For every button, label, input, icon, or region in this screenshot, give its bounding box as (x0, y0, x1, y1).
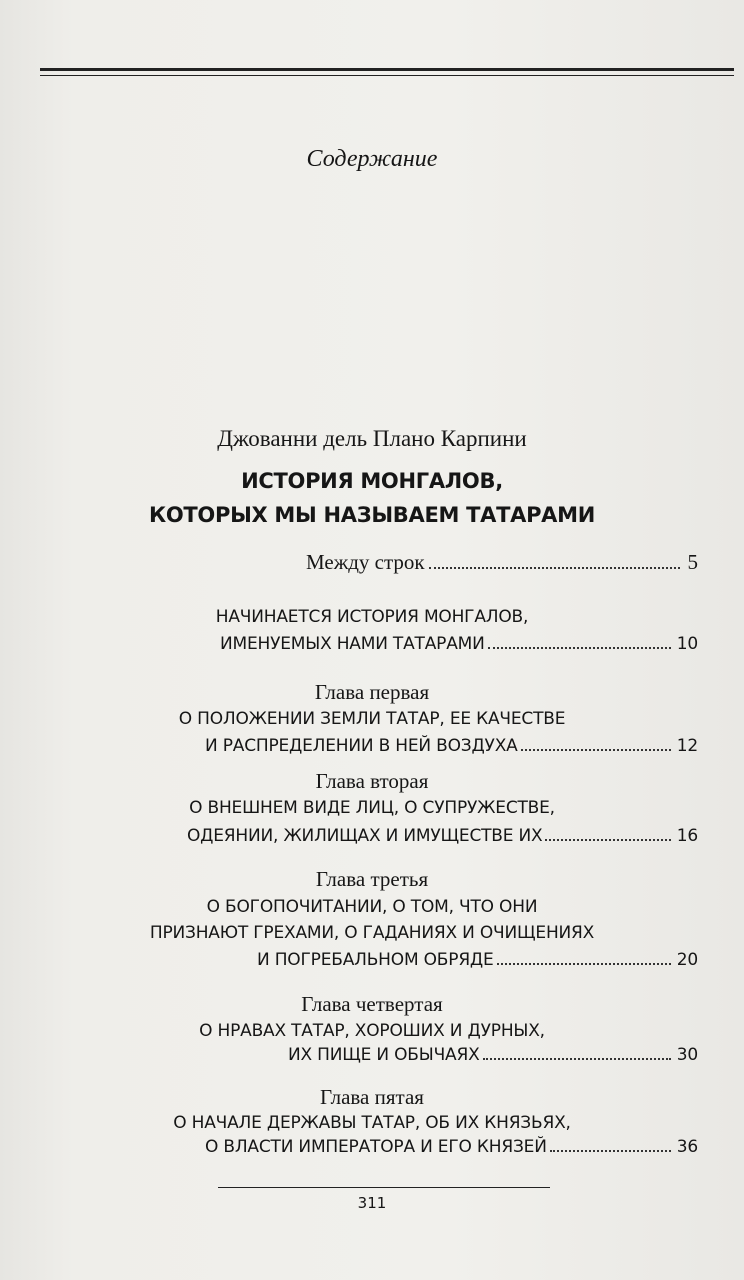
chapter-label: Глава третья (315, 867, 429, 891)
toc-entry-title: И ПОГРЕБАЛЬНОМ ОБРЯДЕ (257, 950, 494, 970)
chapter-label: Глава пятая (320, 1085, 424, 1109)
dot-leader (488, 647, 671, 649)
toc-page-number: 10 (676, 634, 698, 654)
toc-entry-chapter-3 (257, 950, 698, 970)
toc-entry-title: И РАСПРЕДЕЛЕНИИ В НЕЙ ВОЗДУХА (205, 736, 518, 756)
author-name: Джованни дель Плано Карпини (217, 426, 527, 451)
dot-leader (550, 1150, 671, 1152)
toc-entry-chapter-5 (205, 1137, 698, 1157)
toc-entry-line: О ВНЕШНЕМ ВИДЕ ЛИЦ, О СУПРУЖЕСТВЕ, (189, 798, 555, 818)
dot-leader (429, 567, 680, 569)
toc-entry-chapter-4 (288, 1045, 698, 1065)
chapter-label: Глава четвертая (301, 992, 443, 1016)
chapter-label: Глава вторая (315, 769, 429, 793)
toc-page-number: 20 (676, 950, 698, 970)
toc-entry-preface (306, 550, 698, 575)
toc-page-number: 12 (676, 736, 698, 756)
section-title: Содержание (306, 146, 438, 172)
toc-page-number: 5 (687, 550, 698, 574)
book-title-line: КОТОРЫХ МЫ НАЗЫВАЕМ ТАТАРАМИ (148, 503, 595, 527)
book-title-line: ИСТОРИЯ МОНГАЛОВ, (241, 469, 503, 493)
book-title (0, 464, 744, 532)
toc-entry-title: О ВЛАСТИ ИМПЕРАТОРА И ЕГО КНЯЗЕЙ (205, 1137, 547, 1157)
toc-entry-line: О ПОЛОЖЕНИИ ЗЕМЛИ ТАТАР, ЕЕ КАЧЕСТВЕ (178, 709, 566, 729)
toc-entry-title: ОДЕЯНИИ, ЖИЛИЩАХ И ИМУЩЕСТВЕ ИХ (187, 826, 543, 846)
toc-entry-title: ИХ ПИЩЕ И ОБЫЧАЯХ (288, 1045, 480, 1065)
footer-rule (218, 1187, 550, 1188)
dot-leader (483, 1058, 671, 1060)
page-number: 311 (357, 1194, 387, 1212)
toc-entry-line: ПРИЗНАЮТ ГРЕХАМИ, О ГАДАНИЯХ И ОЧИЩЕНИЯХ (149, 923, 595, 943)
toc-entry-line: НАЧИНАЕТСЯ ИСТОРИЯ МОНГАЛОВ, (215, 607, 529, 627)
toc-entry-chapter-2 (187, 826, 698, 846)
toc-page-number: 36 (676, 1137, 698, 1157)
header-rule-thin (40, 75, 734, 76)
toc-entry-line: О НРАВАХ ТАТАР, ХОРОШИХ И ДУРНЫХ, (199, 1021, 545, 1041)
header-rule-thick (40, 68, 734, 71)
chapter-label: Глава первая (314, 680, 430, 704)
toc-entry-title: Между строк (306, 550, 425, 574)
toc-entry-line: О НАЧАЛЕ ДЕРЖАВЫ ТАТАР, ОБ ИХ КНЯЗЬЯХ, (173, 1113, 571, 1133)
dot-leader (497, 963, 671, 965)
toc-entry-line: О БОГОПОЧИТАНИИ, О ТОМ, ЧТО ОНИ (206, 897, 538, 917)
toc-page-number: 16 (676, 826, 698, 846)
dot-leader (545, 839, 670, 841)
toc-page-number: 30 (676, 1045, 698, 1065)
toc-entry-intro (220, 634, 698, 654)
toc-entry-title: ИМЕНУЕМЫХ НАМИ ТАТАРАМИ (220, 634, 485, 654)
toc-entry-chapter-1 (205, 736, 698, 756)
dot-leader (521, 749, 671, 751)
